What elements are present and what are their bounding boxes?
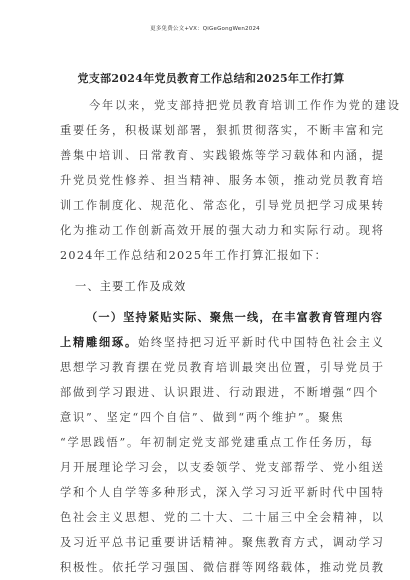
body-line: 及习近平总书记重要讲话精神。聚焦教育方式，调动学习 — [60, 536, 385, 549]
section-heading: 一、主要工作及成效 — [75, 280, 187, 293]
body-line: 部做到学习跟进、认识跟进、行动跟进，不断增强“四个 — [60, 386, 380, 399]
intro-line: 今年以来，党支部持把党员教育培训工作作为党的建设 — [89, 99, 401, 112]
document-title: 党支部2024年党员教育工作总结和2025年工作打算 — [77, 72, 345, 85]
body-line: 积极性。依托学习强国、微信群等网络载体，推动党员教 — [60, 561, 385, 574]
subsection-heading-tail: 上精雕细琢。 — [60, 335, 138, 349]
intro-line: 重要任务，积极谋划部署，狠抓贯彻落实，不断丰富和完 — [60, 124, 385, 137]
body-line: 学和个人自学等多种形式，深入学习习近平新时代中国特 — [60, 486, 385, 499]
intro-line: 训工作制度化、规范化、常态化，引导党员把学习成果转 — [60, 199, 385, 212]
intro-line: 善集中培训、日常教育、实践锻炼等学习载体和内涵，提 — [60, 149, 385, 162]
intro-line: 化为推动工作创新高效开展的强大动力和实际行动。现将 — [60, 224, 385, 237]
subsection-line-text: 始终坚持把习近平新时代中国特色社会主义 — [137, 336, 385, 349]
subsection-heading: （一）坚持紧贴实际、聚焦一线，在丰富教育管理内容 — [86, 310, 384, 324]
intro-line: 升党员党性修养、担当精神、服务本领，推动党员教育培 — [60, 174, 385, 187]
body-line: 色社会主义思想、党的二十大、二十届三中全会精神，以 — [60, 511, 385, 524]
body-line: 意识”、坚定“四个自信”、做到“两个维护”。聚焦 — [60, 411, 345, 424]
body-line: 月开展理论学习会，以支委领学、党支部帮学、党小组送 — [60, 461, 385, 474]
body-line: 思想学习教育摆在党员教育培训最突出位置，引导党员于 — [60, 361, 385, 374]
body-line: “学思践悟”。年初制定党支部党建重点工作任务历，每 — [60, 436, 374, 449]
watermark-text: 更多免费公文+VX：QiGeGongWen2024 — [150, 26, 260, 32]
subsection-line — [60, 334, 385, 350]
intro-line: 2024年工作总结和2025年工作打算汇报如下： — [60, 249, 328, 262]
